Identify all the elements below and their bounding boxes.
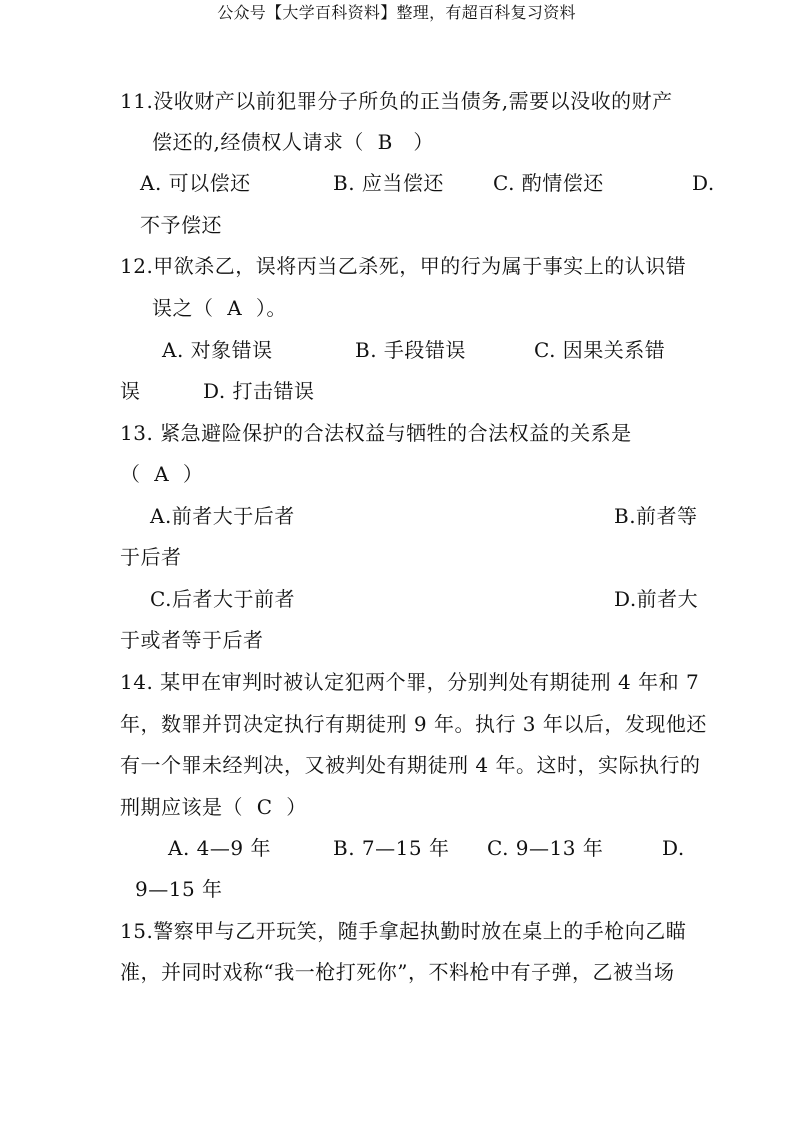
- question-12-line-1: 12.甲欲杀乙，误将丙当乙杀死，甲的行为属于事实上的认识错: [120, 254, 687, 278]
- question-15-line-1: 15.警察甲与乙开玩笑，随手拿起执勤时放在桌上的手枪向乙瞄: [120, 919, 687, 943]
- question-15-line-2: 准，并同时戏称“我一枪打死你”，不料枪中有子弹，乙被当场: [120, 960, 675, 984]
- question-14-line-2: 年，数罪并罚决定执行有期徒刑 9 年。执行 3 年以后，发现他还: [120, 712, 707, 736]
- question-12-option-d: D. 打击错误: [203, 379, 315, 403]
- question-11-line-1: 11.没收财产以前犯罪分子所负的正当债务,需要以没收的财产: [120, 89, 673, 113]
- question-14-line-3: 有一个罪未经判决，又被判处有期徒刑 4 年。这时，实际执行的: [120, 753, 701, 777]
- question-12-option-a: A. 对象错误: [162, 338, 273, 362]
- question-11-line-2: 偿还的,经债权人请求（ B ）: [152, 130, 434, 154]
- question-14-option-c: C. 9—13 年: [487, 836, 604, 860]
- question-11-option-a: A. 可以偿还: [140, 171, 251, 195]
- question-14-option-b: B. 7—15 年: [333, 836, 450, 860]
- question-11-option-c: C. 酌情偿还: [493, 171, 604, 195]
- question-14-option-a: A. 4—9 年: [168, 836, 271, 860]
- page-header: 公众号【大学百科资料】整理，有超百科复习资料: [217, 3, 576, 22]
- question-11-option-d: D.: [692, 171, 715, 195]
- question-14-line-4: 刑期应该是（ C ）: [120, 795, 307, 819]
- question-11-option-d-continued: 不予偿还: [140, 213, 222, 237]
- question-13-option-c: C.后者大于前者: [150, 587, 295, 611]
- question-13-option-d-continued: 于或者等于后者: [120, 628, 264, 652]
- question-13-option-a: A.前者大于后者: [150, 504, 295, 528]
- question-12-line-2: 误之（ A ）。: [152, 296, 287, 320]
- question-12-option-b: B. 手段错误: [355, 338, 466, 362]
- question-14-line-1: 14. 某甲在审判时被认定犯两个罪，分别判处有期徒刑 4 年和 7: [120, 670, 700, 694]
- question-11-option-b: B. 应当偿还: [333, 171, 444, 195]
- question-14-option-d-continued: 9—15 年: [135, 877, 223, 901]
- question-13-option-b: B.前者等: [614, 504, 698, 528]
- question-13-option-b-continued: 于后者: [120, 545, 182, 569]
- question-13-option-d: D.前者大: [614, 587, 699, 611]
- question-14-option-d: D.: [662, 836, 685, 860]
- question-12-option-c: C. 因果关系错: [534, 338, 666, 362]
- question-13-line-1: 13. 紧急避险保护的合法权益与牺牲的合法权益的关系是: [120, 421, 632, 445]
- question-13-line-2: （ A ）: [120, 462, 204, 486]
- question-12-option-c-continued: 误: [120, 379, 141, 403]
